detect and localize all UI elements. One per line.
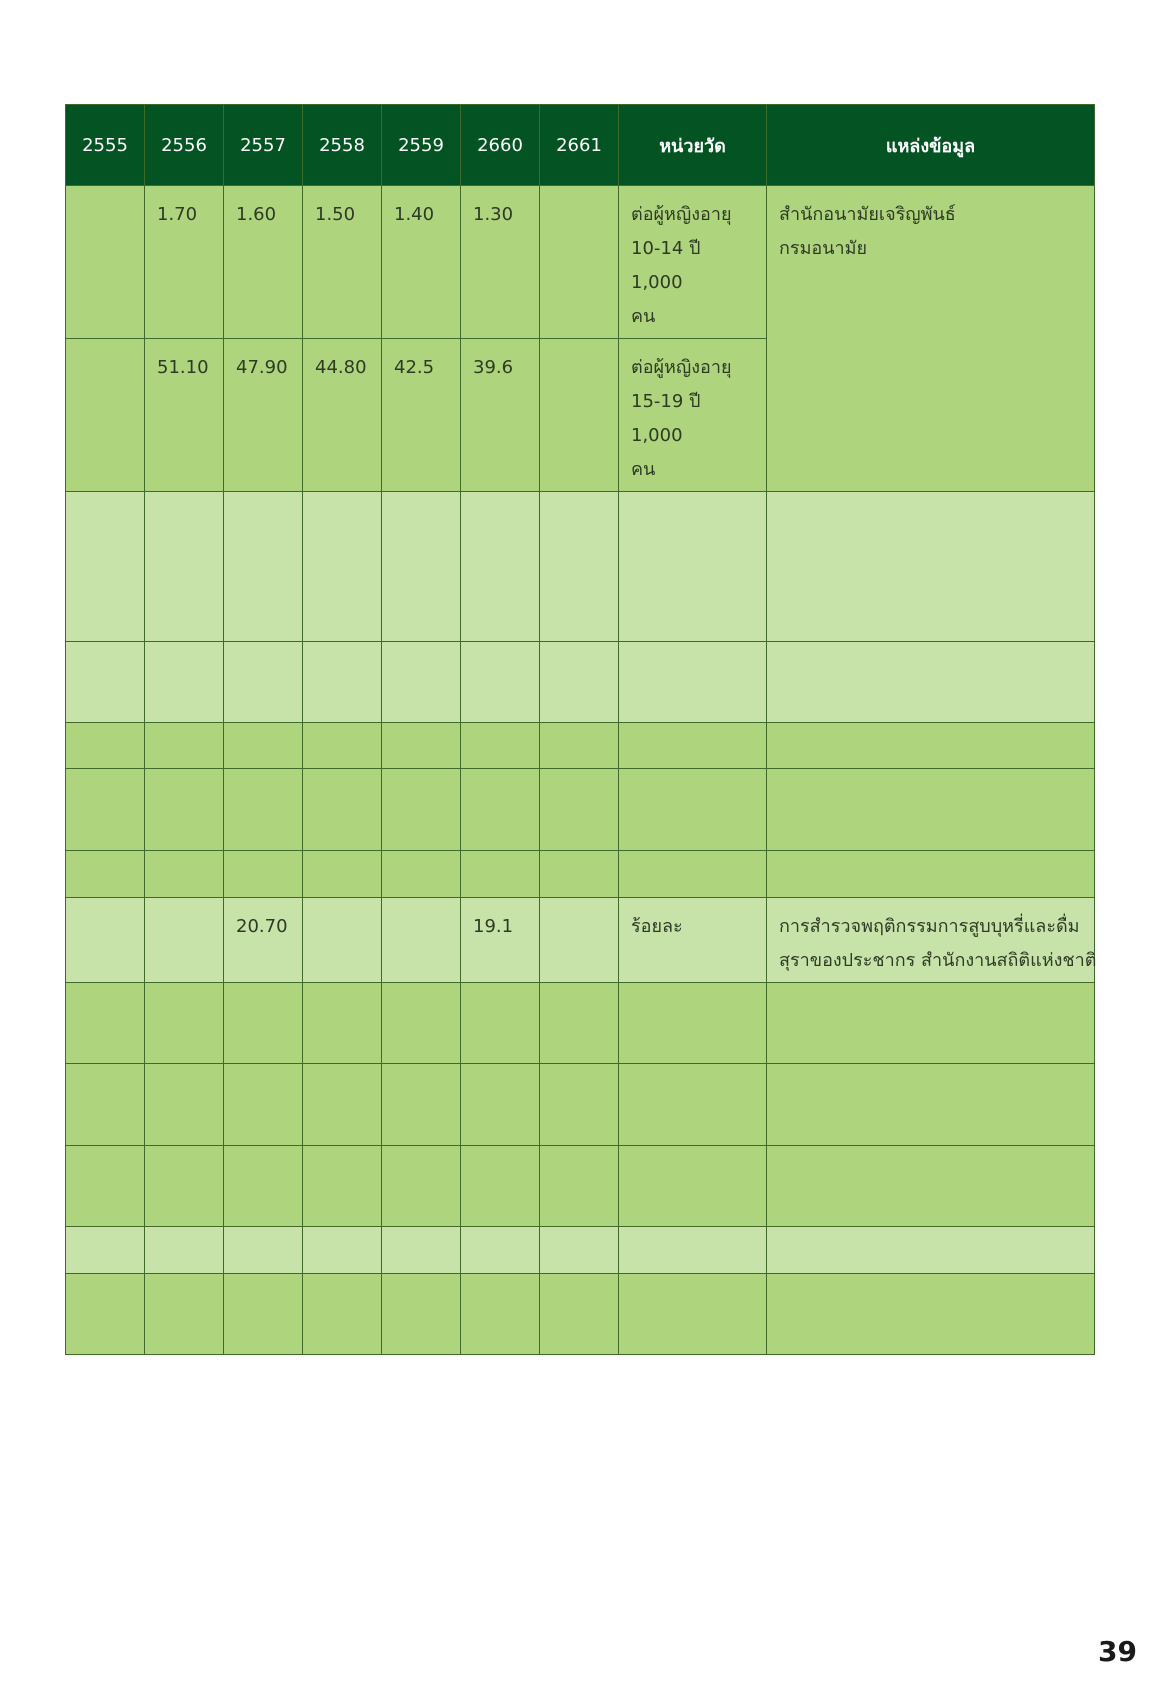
cell (540, 186, 619, 339)
table-row (66, 186, 1095, 339)
table-row (66, 1146, 1095, 1227)
cell-2556: 1.70 (145, 186, 224, 339)
header-row (66, 105, 1095, 186)
header-2558: 2558 (303, 105, 382, 186)
cell (145, 898, 224, 983)
unit-line: 10-14 ปี 1,000 (631, 238, 701, 293)
cell-2558: 1.50 (303, 186, 382, 339)
source-line: การสำรวจพฤติกรรมการสูบบุหรี่และดื่ม (779, 916, 1080, 937)
cell-source (767, 898, 1095, 983)
unit-line: คน (631, 306, 656, 327)
header-2555: 2555 (66, 105, 145, 186)
cell-unit (619, 186, 767, 339)
header-unit: หน่วยวัด (619, 105, 767, 186)
cell-2660: 19.1 (461, 898, 540, 983)
cell-2557: 47.90 (224, 339, 303, 492)
cell-2660: 39.6 (461, 339, 540, 492)
cell-2559: 1.40 (382, 186, 461, 339)
source-line: กรมอนามัย (779, 238, 868, 259)
table-row (66, 983, 1095, 1064)
header-source: แหล่งข้อมูล (767, 105, 1095, 186)
header-2556: 2556 (145, 105, 224, 186)
table-row (66, 898, 1095, 983)
header-2661: 2661 (540, 105, 619, 186)
cell (382, 898, 461, 983)
cell (540, 339, 619, 492)
cell-2559: 42.5 (382, 339, 461, 492)
source-line: สุราของประชากร สำนักงานสถิติแห่งชาติ (779, 950, 1097, 971)
table-row (66, 1227, 1095, 1274)
cell (66, 339, 145, 492)
cell-2558: 44.80 (303, 339, 382, 492)
cell-source (767, 186, 1095, 492)
source-line: สำนักอนามัยเจริญพันธ์ (779, 204, 956, 225)
cell-2557: 20.70 (224, 898, 303, 983)
cell-2556: 51.10 (145, 339, 224, 492)
cell-2660: 1.30 (461, 186, 540, 339)
indicator-table (65, 104, 1095, 1355)
cell-unit (619, 339, 767, 492)
cell (540, 898, 619, 983)
table-row (66, 769, 1095, 851)
table-row (66, 1274, 1095, 1355)
cell (303, 898, 382, 983)
unit-line: ต่อผู้หญิงอายุ (631, 357, 732, 378)
header-2557: 2557 (224, 105, 303, 186)
header-2559: 2559 (382, 105, 461, 186)
table-row (66, 492, 1095, 642)
table-row (66, 1064, 1095, 1146)
header-2660: 2660 (461, 105, 540, 186)
table-row (66, 642, 1095, 723)
cell-2557: 1.60 (224, 186, 303, 339)
unit-line: คน (631, 459, 656, 480)
unit-line: 15-19 ปี 1,000 (631, 391, 701, 446)
table-row (66, 723, 1095, 769)
unit-line: ต่อผู้หญิงอายุ (631, 204, 732, 225)
cell (66, 186, 145, 339)
cell-unit: ร้อยละ (619, 898, 767, 983)
table-row (66, 851, 1095, 898)
cell (66, 898, 145, 983)
page-number: 39 (1098, 1635, 1137, 1668)
